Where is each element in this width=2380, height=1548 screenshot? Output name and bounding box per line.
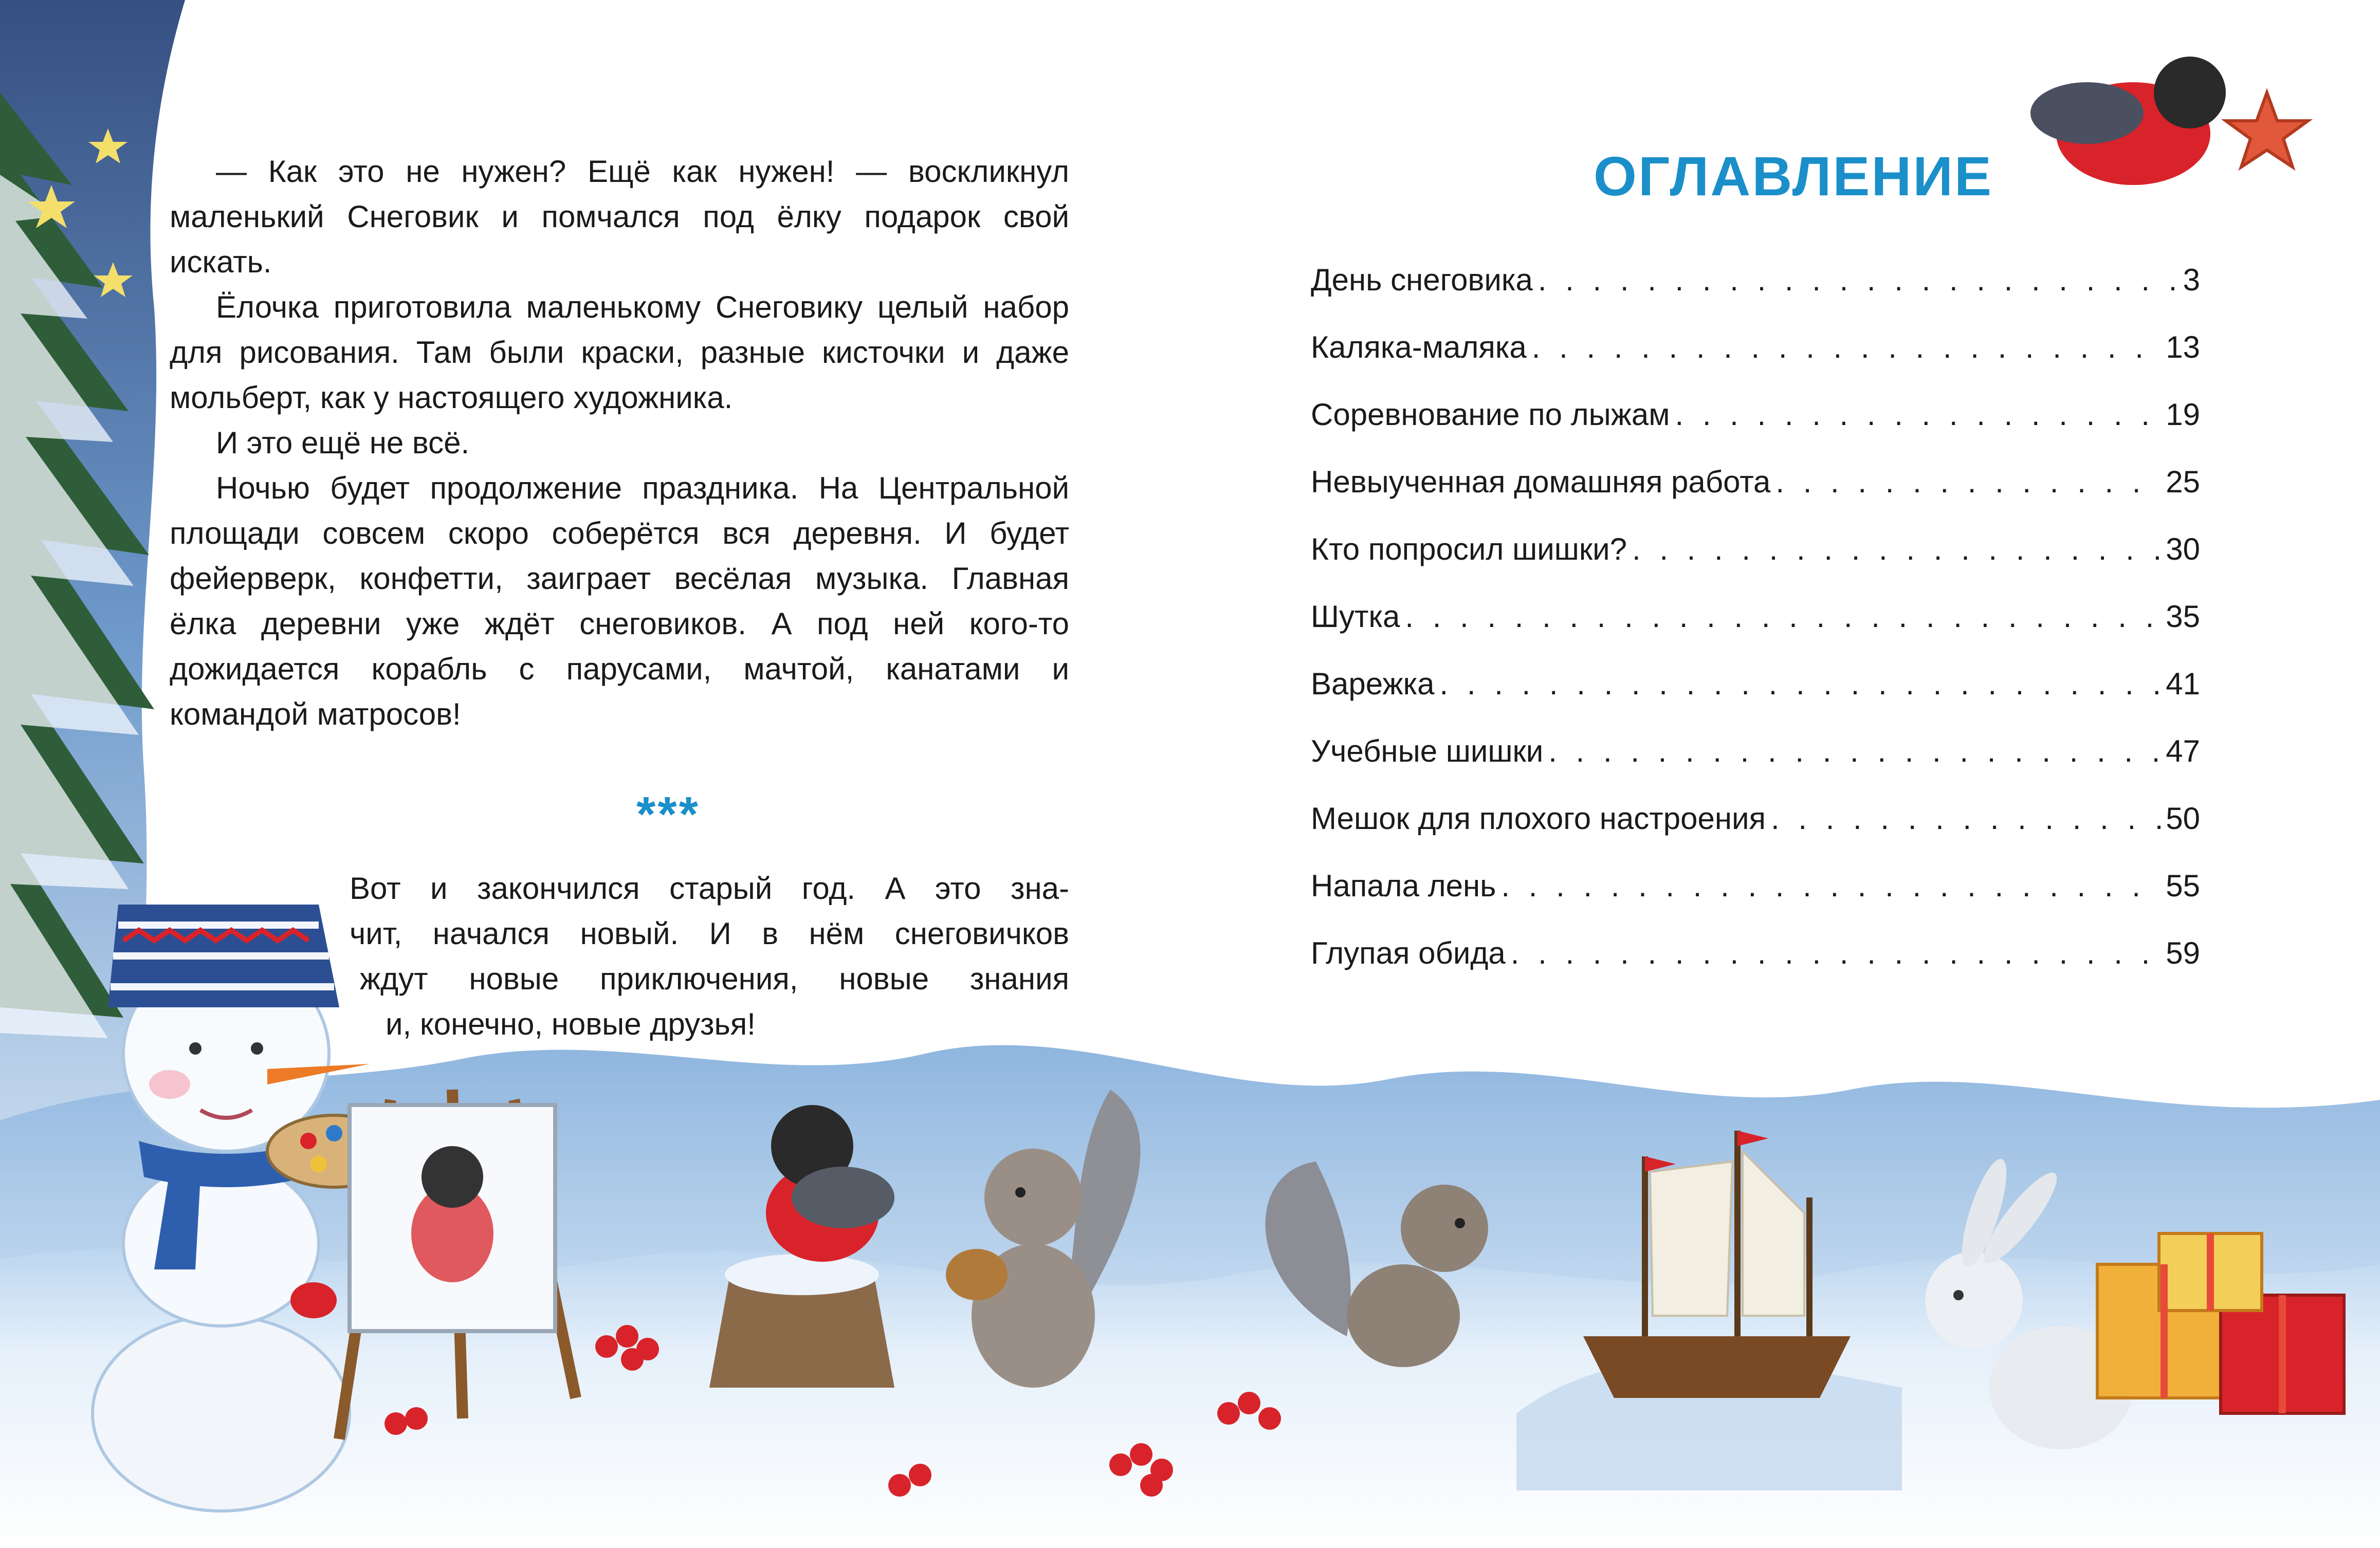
- story-paragraph: Ёлочка приготовила маленькому Снеговику целый набор для рисования. Там были краски, разные кисточки и даже мольберт, как у настоящего художника.: [170, 290, 1069, 415]
- toc-dot-leader: [1771, 793, 2161, 844]
- ending-line: Вот и закончился старый год. А это зна-: [350, 871, 1069, 906]
- story-paragraph: — Как это не нужен? Ещё как нужен! — воскликнул маленький Снеговик и помчался под ёлку подарок свой искать.: [170, 154, 1069, 279]
- toc-entry[interactable]: [1311, 928, 2200, 995]
- toc-dot-leader: [1532, 322, 2161, 373]
- section-separator: ***: [636, 787, 701, 842]
- toc-dot-leader: [1405, 591, 2161, 642]
- toc-entry-title: Соревнование по лыжам: [1311, 397, 1670, 432]
- toc-dot-leader: [1775, 456, 2161, 508]
- toc-entry-page: 19: [2166, 397, 2200, 432]
- toc-entry-title: Глупая обида: [1311, 936, 1506, 970]
- ending-line: и, конечно, новые друзья!: [386, 1007, 756, 1041]
- toc-entry[interactable]: [1311, 860, 2200, 928]
- ending-line: чит, начался новый. И в нём снеговичков: [350, 916, 1069, 951]
- toc-dot-leader: [1511, 928, 2161, 979]
- ending-line: ждут новые приключения, новые знания: [360, 962, 1069, 996]
- toc-entry-page: 41: [2166, 667, 2200, 701]
- toc-entry[interactable]: [1311, 591, 2200, 658]
- toc-entry-title: Учебные шишки: [1311, 734, 1544, 768]
- toc-entry-title: Кто попросил шишки?: [1311, 532, 1627, 566]
- toc-entry[interactable]: [1311, 456, 2200, 524]
- toc-entry-page: 13: [2166, 330, 2200, 364]
- toc-entry-title: Мешок для плохого настроения: [1311, 801, 1766, 836]
- story-ending: [350, 866, 1069, 1047]
- toc-entry-title: День снеговика: [1311, 263, 1533, 297]
- toc-entry[interactable]: [1311, 254, 2200, 322]
- toc-entry[interactable]: [1311, 658, 2200, 726]
- toc-dot-leader: [1548, 726, 2161, 777]
- toc-entry-page: 30: [2166, 532, 2200, 566]
- toc-entry-page: 55: [2166, 869, 2200, 903]
- toc-entry-page: 47: [2166, 734, 2200, 768]
- toc-dot-leader: [1632, 524, 2161, 575]
- toc-dot-leader: [1675, 389, 2161, 440]
- toc-dot-leader: [1501, 860, 2161, 912]
- toc-entry-title: Варежка: [1311, 667, 1435, 701]
- bullfinch-with-star: [2030, 57, 2308, 185]
- toc-entry-title: Невыученная домашняя работа: [1311, 465, 1771, 499]
- toc-entry[interactable]: [1311, 524, 2200, 591]
- toc-entry[interactable]: [1311, 389, 2200, 456]
- toc-entry-title: Шутка: [1311, 599, 1400, 634]
- toc-entry-title: Каляка-маляка: [1311, 330, 1527, 364]
- toc-entry-page: 25: [2166, 465, 2200, 499]
- toc-entry-page: 3: [2183, 263, 2200, 297]
- story-text: [170, 149, 1069, 737]
- toc-entry-page: 50: [2166, 801, 2200, 836]
- toc-dot-leader: [1538, 254, 2178, 306]
- toc-heading: ОГЛАВЛЕНИЕ: [1594, 145, 1993, 207]
- table-of-contents: [1311, 254, 2200, 995]
- toc-entry[interactable]: [1311, 793, 2200, 860]
- toc-entry[interactable]: [1311, 322, 2200, 389]
- toc-entry-page: 35: [2166, 599, 2200, 634]
- toc-entry-title: Напала лень: [1311, 869, 1496, 903]
- story-paragraph: Ночью будет продолжение праздника. На Центральной площади совсем скоро соберётся вся деревня. И будет фейерверк, конфетти, заиграет весёлая музыка. Главная ёлка деревни уже ждёт снеговиков. А под ней кого-то дожидается корабль с парусами, мачтой, канатами и командой матросов!: [170, 471, 1069, 731]
- toc-entry[interactable]: [1311, 726, 2200, 793]
- story-paragraph: И это ещё не всё.: [216, 426, 470, 460]
- toc-entry-page: 59: [2166, 936, 2200, 970]
- toc-dot-leader: [1440, 658, 2161, 710]
